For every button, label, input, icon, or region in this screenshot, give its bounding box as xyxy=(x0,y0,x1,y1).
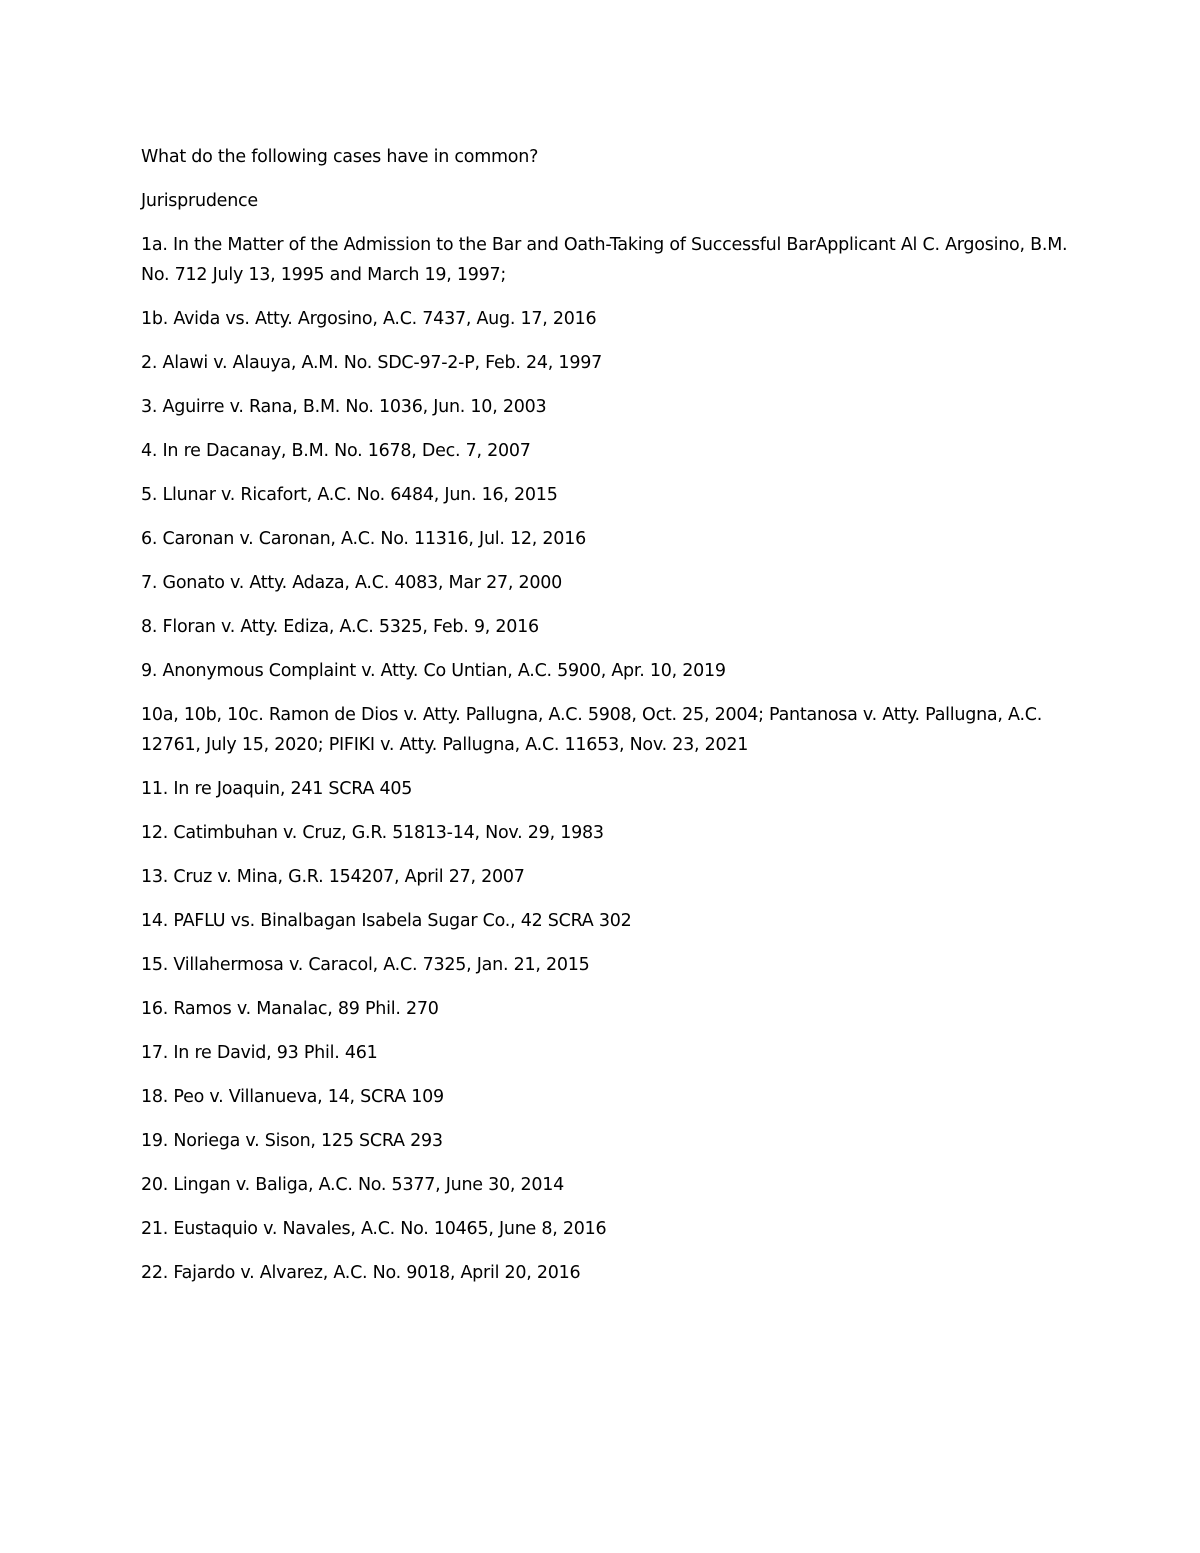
case-item: 1b. Avida vs. Atty. Argosino, A.C. 7437, Aug. 17, 2016 xyxy=(141,309,597,329)
case-item: 5. Llunar v. Ricafort, A.C. No. 6484, Jun. 16, 2015 xyxy=(141,485,558,505)
case-item: 7. Gonato v. Atty. Adaza, A.C. 4083, Mar 27, 2000 xyxy=(141,573,562,593)
case-item: 22. Fajardo v. Alvarez, A.C. No. 9018, April 20, 2016 xyxy=(141,1263,581,1283)
case-item: 19. Noriega v. Sison, 125 SCRA 293 xyxy=(141,1131,443,1151)
case-item: 10a, 10b, 10c. Ramon de Dios v. Atty. Pallugna, A.C. 5908, Oct. 25, 2004; Pantanosa v. Atty. Pallugna, A.C. 12761, July 15, 2020; PIFIKI v. Atty. Pallugna, A.C. 11653, Nov. 23, 2021 xyxy=(141,705,1043,755)
case-item: 4. In re Dacanay, B.M. No. 1678, Dec. 7, 2007 xyxy=(141,441,531,461)
section-heading: Jurisprudence xyxy=(141,191,258,211)
case-item: 21. Eustaquio v. Navales, A.C. No. 10465, June 8, 2016 xyxy=(141,1219,607,1239)
case-item: 9. Anonymous Complaint v. Atty. Co Untian, A.C. 5900, Apr. 10, 2019 xyxy=(141,661,726,681)
case-item: 20. Lingan v. Baliga, A.C. No. 5377, June 30, 2014 xyxy=(141,1175,565,1195)
case-item: 18. Peo v. Villanueva, 14, SCRA 109 xyxy=(141,1087,444,1107)
case-item: 16. Ramos v. Manalac, 89 Phil. 270 xyxy=(141,999,439,1019)
case-item: 6. Caronan v. Caronan, A.C. No. 11316, Jul. 12, 2016 xyxy=(141,529,586,549)
case-item: 13. Cruz v. Mina, G.R. 154207, April 27, 2007 xyxy=(141,867,525,887)
case-item: 2. Alawi v. Alauya, A.M. No. SDC-97-2-P, Feb. 24, 1997 xyxy=(141,353,602,373)
case-item: 17. In re David, 93 Phil. 461 xyxy=(141,1043,378,1063)
case-item: 1a. In the Matter of the Admission to the Bar and Oath-Taking of Successful BarApplicant Al C. Argosino, B.M. No. 712 July 13, 1995 and March 19, 1997; xyxy=(141,235,1068,285)
case-item: 8. Floran v. Atty. Ediza, A.C. 5325, Feb. 9, 2016 xyxy=(141,617,539,637)
case-item: 11. In re Joaquin, 241 SCRA 405 xyxy=(141,779,413,799)
case-item: 3. Aguirre v. Rana, B.M. No. 1036, Jun. 10, 2003 xyxy=(141,397,547,417)
case-item: 15. Villahermosa v. Caracol, A.C. 7325, Jan. 21, 2015 xyxy=(141,955,590,975)
document-body xyxy=(141,142,1071,1302)
case-item: 12. Catimbuhan v. Cruz, G.R. 51813-14, Nov. 29, 1983 xyxy=(141,823,604,843)
question-text: What do the following cases have in common? xyxy=(141,147,539,167)
case-item: 14. PAFLU vs. Binalbagan Isabela Sugar Co., 42 SCRA 302 xyxy=(141,911,632,931)
